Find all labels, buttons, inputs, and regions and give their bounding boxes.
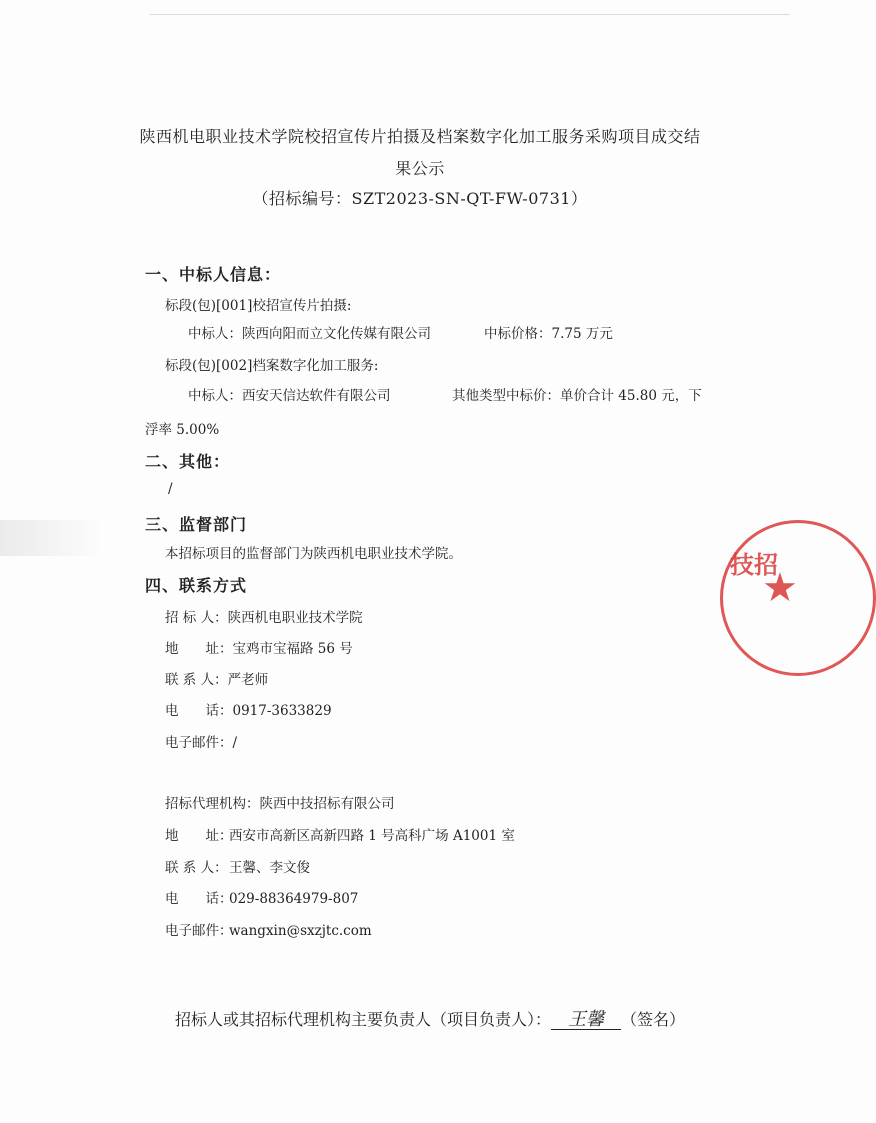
document-title-line2: 果公示 [395, 159, 445, 178]
lot1-winner: 中标人：陕西向阳而立文化传媒有限公司 [188, 326, 431, 342]
agency-name: 陕西中技招标有限公司 [259, 796, 395, 812]
section-winner-heading: 一、中标人信息： [145, 265, 282, 284]
purchaser-value: 陕西机电职业技术学院 [227, 610, 363, 626]
purchaser-email-label: 电子邮件： [165, 735, 233, 751]
tender-number: （招标编号：SZT2023-SN-QT-FW-0731） [252, 189, 588, 208]
agency-contact-label: 联 系 人： [165, 860, 228, 876]
agency-phone-label: 电 话： [165, 891, 233, 907]
section-other-heading: 二、其他： [145, 452, 231, 471]
lot2-price: 其他类型中标价：单价合计 45.80 元，下 [452, 388, 702, 404]
seal-star-icon: ★ [762, 565, 798, 611]
purchaser-phone-row [165, 699, 332, 719]
lot1-price: 中标价格：7.75 万元 [484, 326, 613, 342]
agency-address-value: 西安市高新区高新四路 1 号高科广场 A1001 室 [229, 828, 515, 844]
agency-label: 招标代理机构： [165, 796, 260, 812]
scan-edge-line [150, 14, 790, 15]
official-seal-text: 技招 [730, 550, 778, 579]
purchaser-address-row [165, 637, 353, 657]
agency-address-row [165, 824, 515, 844]
agency-contact-value: 王馨、李文俊 [229, 860, 310, 876]
purchaser-email-row [165, 731, 237, 751]
lot2-price-continued: 浮率 5.00% [145, 422, 220, 438]
official-seal [720, 520, 876, 676]
purchaser-contact-value: 严老师 [227, 672, 269, 688]
purchaser-email-value: / [232, 735, 238, 751]
agency-email-value: wangxin@sxzjtc.com [229, 923, 372, 939]
purchaser-label: 招 标 人： [165, 610, 228, 626]
section-supervision-heading: 三、监督部门 [145, 515, 248, 534]
purchaser-phone-label: 电 话： [165, 703, 233, 719]
document-title-line1: 陕西机电职业技术学院校招宣传片拍摄及档案数字化加工服务采购项目成交结 [139, 127, 701, 146]
signature-line [175, 1007, 685, 1030]
purchaser-address-value: 宝鸡市宝福路 56 号 [232, 641, 353, 657]
agency-email-label: 电子邮件： [165, 923, 233, 939]
purchaser-phone-value: 0917-3633829 [232, 703, 332, 719]
agency-row [165, 792, 395, 812]
agency-address-label: 地 址： [165, 828, 233, 844]
scan-smudge [0, 520, 100, 556]
lot1-label: 标段(包)[001]校招宣传片拍摄: [165, 298, 352, 314]
purchaser-contact-row [165, 668, 268, 688]
signature-text: 招标人或其招标代理机构主要负责人（项目负责人）： [175, 1010, 552, 1029]
section-contact-heading: 四、联系方式 [145, 576, 248, 595]
signature-suffix: （签名） [621, 1010, 686, 1029]
agency-phone-row [165, 887, 358, 907]
handwritten-signature: 王馨 [551, 1011, 621, 1030]
purchaser-address-label: 地 址： [165, 641, 233, 657]
section-other-content: / [168, 481, 173, 497]
agency-phone-value: 029-88364979-807 [229, 891, 359, 907]
purchaser-row [165, 606, 363, 626]
agency-email-row [165, 919, 372, 939]
supervision-content: 本招标项目的监督部门为陕西机电职业技术学院。 [165, 546, 462, 562]
agency-contact-row [165, 856, 310, 876]
purchaser-contact-label: 联 系 人： [165, 672, 228, 688]
lot2-label: 标段(包)[002]档案数字化加工服务: [165, 358, 379, 374]
lot2-winner: 中标人：西安天信达软件有限公司 [188, 388, 391, 404]
